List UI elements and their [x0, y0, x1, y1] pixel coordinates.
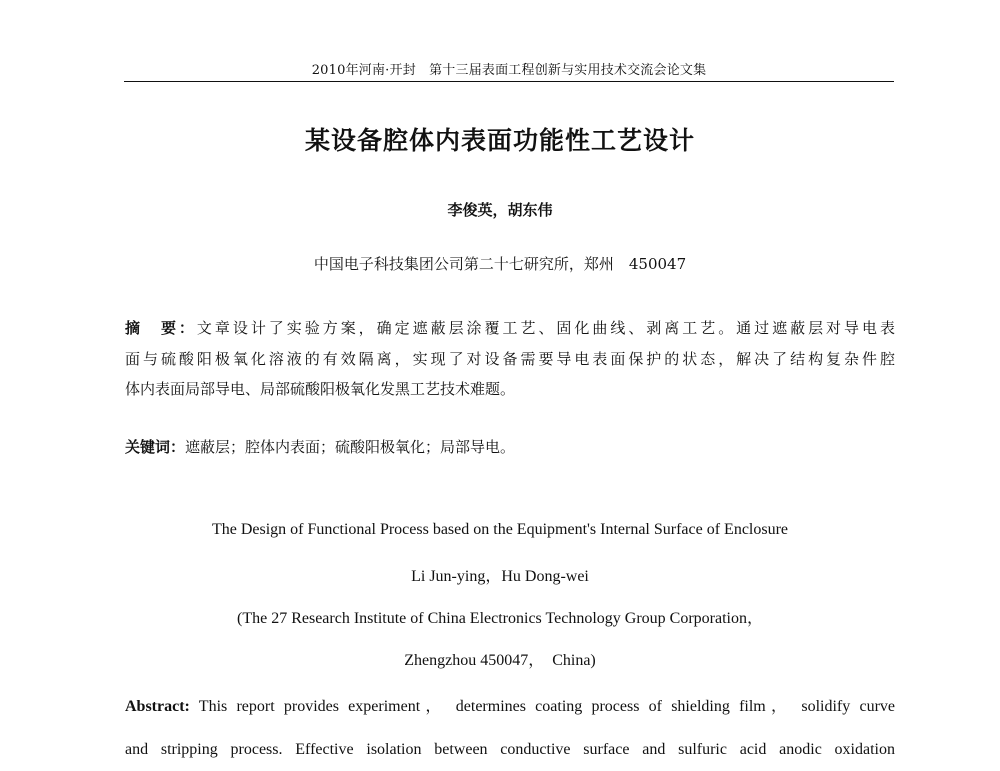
chinese-keywords-label: 关键词：: [125, 438, 186, 456]
header-rule: [124, 81, 894, 82]
chinese-abstract-line-1: [125, 313, 895, 344]
english-title: The Design of Functional Process based on the Equipment's Internal Surface of Enclosure: [211, 521, 789, 538]
running-header: 2010年河南·开封 第十三届表面工程创新与实用技术交流会论文集: [311, 63, 707, 78]
chinese-authors: 李俊英，胡东伟: [447, 201, 553, 219]
english-abstract-label: Abstract:: [125, 698, 190, 715]
english-authors: Li Jun-ying，Hu Dong-wei: [411, 568, 589, 585]
chinese-keywords: [125, 436, 895, 457]
english-abstract-line-2: and stripping process. Effective isolation between conductive surface and sulfuric acid anodic oxidation: [125, 741, 895, 758]
chinese-abstract-line-3: 体内表面局部导电、局部硫酸阳极氧化发黑工艺技术难题。: [125, 380, 516, 398]
english-abstract-line-1: [125, 685, 895, 728]
chinese-keywords-text: 遮蔽层；腔体内表面；硫酸阳极氧化；局部导电。: [185, 438, 516, 456]
english-abstract: [125, 685, 895, 771]
chinese-affiliation: 中国电子科技集团公司第二十七研究所，郑州 450047: [313, 255, 687, 273]
english-affiliation-line-2: Zhengzhou 450047， China): [404, 652, 596, 669]
english-affiliation-line-1: (The 27 Research Institute of China Electronics Technology Group Corporation，: [236, 610, 763, 627]
chinese-title: 某设备腔体内表面功能性工艺设计: [304, 126, 695, 155]
english-abstract-text-1: This report provides experiment， determines coating process of shielding film， solidify curve: [189, 698, 895, 715]
chinese-abstract-text-1: 文章设计了实验方案，确定遮蔽层涂覆工艺、固化曲线、剥离工艺。通过遮蔽层对导电表: [196, 319, 895, 337]
chinese-abstract-line-2: 面与硫酸阳极氧化溶液的有效隔离，实现了对设备需要导电表面保护的状态，解决了结构复杂件腔: [125, 349, 895, 368]
chinese-abstract-label: 摘 要：: [125, 319, 197, 337]
chinese-abstract: [125, 313, 895, 405]
